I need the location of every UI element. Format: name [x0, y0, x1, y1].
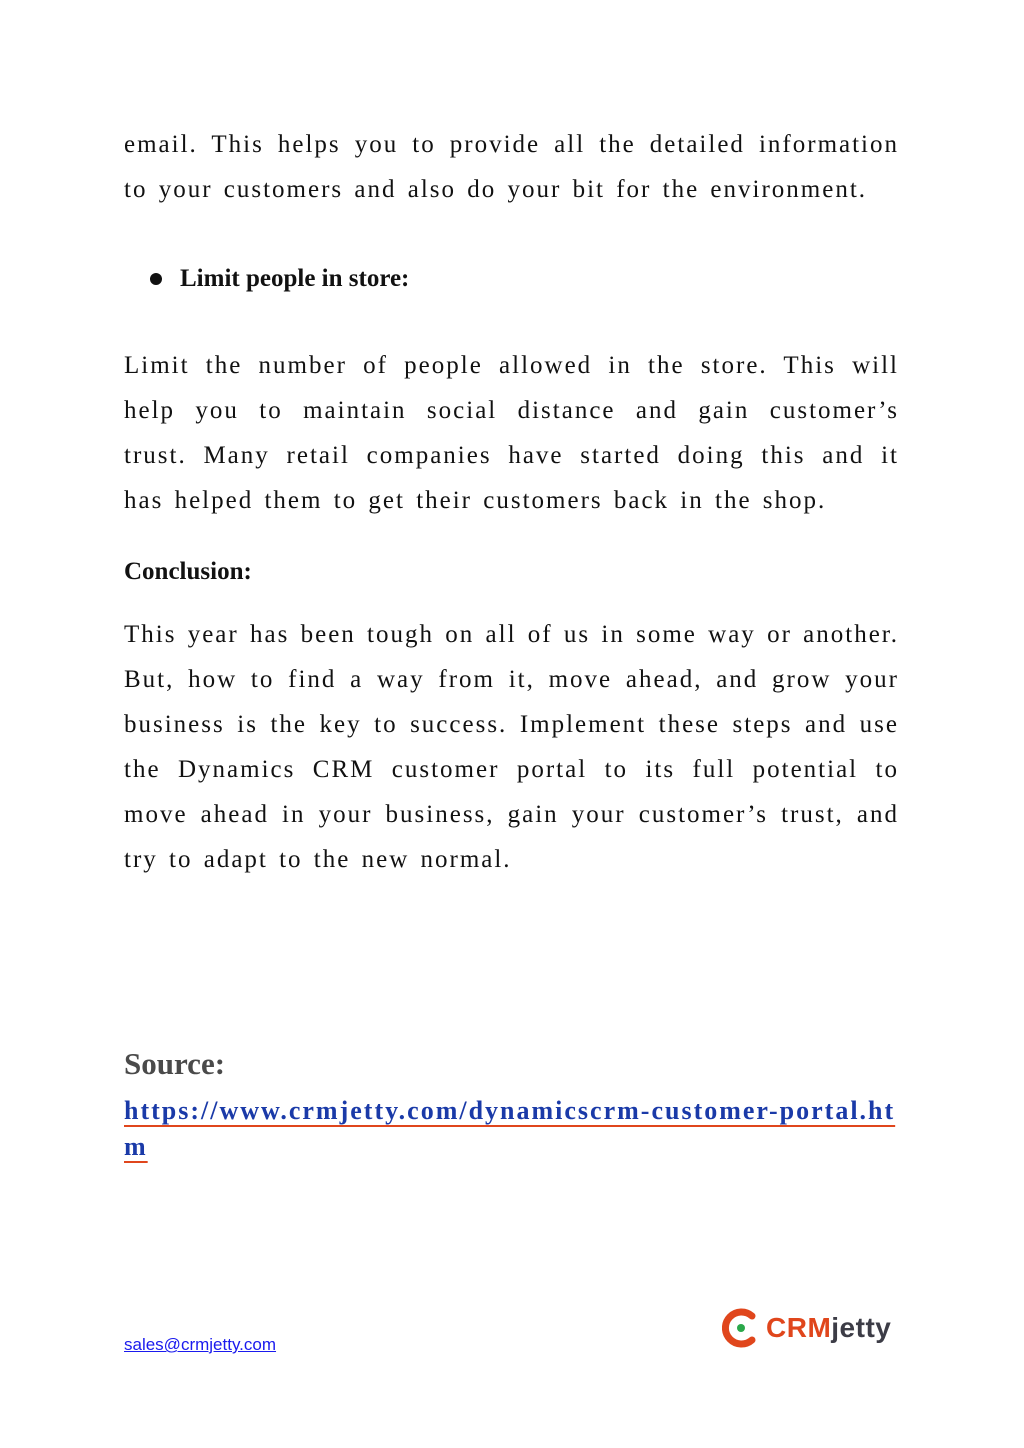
limit-paragraph: Limit the number of people allowed in the store. This will help you to maintain social distance and gain customer’s trust. Many retail companies have started doing this and it has helped them to get their customers back in the shop.	[124, 352, 899, 514]
crmjetty-logo-icon	[722, 1308, 758, 1348]
conclusion-heading: Conclusion:	[124, 558, 252, 585]
bullet-label: Limit people in store:	[180, 265, 410, 292]
logo-crm-text: CRM	[766, 1312, 832, 1343]
bullet-dot-icon	[150, 273, 162, 285]
conclusion-paragraph: This year has been tough on all of us in some way or another. But, how to find a way from it, move ahead, and grow your business is the key to success. Implement these steps and use the Dynamics CRM customer portal to its full potential to move ahead in your business, gain your customer’s trust, and try to adapt to the new normal.	[124, 621, 899, 873]
intro-paragraph: email. This helps you to provide all the detailed information to your customers and also do your bit for the environment.	[124, 131, 899, 203]
crmjetty-logo	[722, 1308, 891, 1348]
source-heading: Source:	[124, 1046, 226, 1081]
logo-jetty-text: jetty	[831, 1312, 892, 1343]
logo-wordmark	[766, 1312, 891, 1344]
bullet-item-limit-people	[150, 265, 409, 293]
footer-email-link[interactable]: sales@crmjetty.com	[124, 1335, 277, 1354]
source-link[interactable]: https://www.crmjetty.com/dynamicscrm-customer-portal.htm	[124, 1096, 896, 1161]
